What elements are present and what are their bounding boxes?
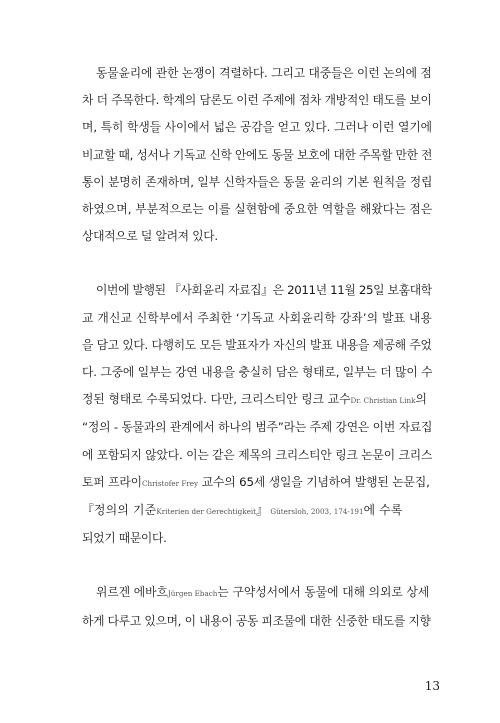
- body-text: [82, 60, 432, 635]
- text-line: [82, 386, 432, 414]
- text-run: 비교할 때, 성서나 기독교 신학 안에도 동물 보호에 대한 주목할 만한 전: [82, 147, 432, 162]
- text-run: 토퍼 프라이: [82, 474, 142, 489]
- text-line: [82, 579, 432, 607]
- text-run: 는 구약성서에서 동물에 대해 의외로 상세: [217, 585, 430, 600]
- text-line: [82, 87, 432, 114]
- text-line: [82, 525, 432, 552]
- text-line: [82, 414, 432, 441]
- inline-foreign-name: Dr. Christian Link: [350, 396, 416, 406]
- text-line: [82, 142, 432, 169]
- text-run: 의: [415, 392, 427, 407]
- text-run: 교 개신교 신학부에서 주최한 ‘기독교 사회윤리학 강좌’의 발표 내용: [82, 310, 432, 325]
- paragraph: [82, 277, 432, 552]
- text-run: 위르겐 에바흐: [96, 585, 168, 600]
- inline-foreign-name: Kriterien der Gerechtigkeit: [156, 507, 257, 517]
- text-run: 통이 분명히 존재하며, 일부 신학자들은 동물 윤리의 기본 원칙을 정립: [82, 174, 432, 189]
- text-line: [82, 196, 432, 223]
- text-line: [82, 60, 432, 87]
- text-run: 동물윤리에 관한 논쟁이 격렬하다. 그리고 대중들은 이런 논의에 점: [96, 66, 432, 80]
- text-run: 정된 형태로 수록되었다. 다만, 크리스티안 링크 교수: [82, 392, 351, 407]
- text-run: 을 담고 있다. 다행히도 모든 발표자가 자신의 발표 내용을 제공해 주었: [82, 337, 432, 352]
- text-run: 』: [256, 503, 269, 518]
- inline-foreign-name: Gütersloh, 2003, 174-191: [268, 507, 364, 517]
- paragraph: [82, 579, 432, 634]
- text-run: “정의 - 동물과의 관계에서 하나의 범주”라는 주제 강연은 이번 자료집: [82, 420, 432, 435]
- text-line: [82, 114, 432, 141]
- text-run: 에 수록: [363, 503, 403, 518]
- text-run: 교수의 65세 생일을 기념하여 발행된 논문집,: [198, 474, 430, 489]
- text-line: [82, 305, 432, 332]
- text-line: [82, 169, 432, 196]
- text-run: 되었기 때문이다.: [82, 531, 167, 546]
- text-run: 다. 그중에 일부는 강연 내용을 충실히 담은 형태로, 일부는 더 많이 수: [82, 365, 432, 380]
- text-run: 차 더 주목한다. 학계의 담론도 이런 주제에 점차 개방적인 태도를 보이: [82, 93, 432, 108]
- text-run: 『정의의 기준: [82, 503, 157, 518]
- paragraph: [82, 60, 432, 250]
- text-run: 에 포함되지 않았다. 이는 같은 제목의 크리스티안 링크 논문이 크리스: [82, 447, 432, 462]
- text-run: 이번에 발행된 『사회윤리 자료집』은 2011년 11월 25일 보훔대학: [96, 283, 432, 298]
- text-line: [82, 442, 432, 469]
- text-run: 하였으며, 부분적으로는 이를 실현함에 중요한 역할을 해왔다는 점은: [82, 202, 432, 217]
- text-run: 며, 특히 학생들 사이에서 넓은 공감을 얻고 있다. 그러나 이런 열기에: [82, 120, 432, 135]
- text-run: 하게 다루고 있으며, 이 내용이 공동 피조물에 대한 신중한 태도를 지향: [82, 613, 431, 628]
- inline-foreign-name: Christofer Frey: [141, 478, 199, 488]
- text-line: [82, 497, 432, 525]
- inline-foreign-name: Jürgen Ebach: [167, 589, 218, 599]
- text-line: [82, 469, 432, 497]
- text-line: [82, 277, 432, 304]
- text-line: [82, 359, 432, 386]
- page-number: 13: [424, 679, 440, 693]
- text-line: [82, 223, 432, 250]
- text-line: [82, 608, 432, 635]
- text-line: [82, 332, 432, 359]
- text-run: 상대적으로 덜 알려져 있다.: [82, 229, 218, 244]
